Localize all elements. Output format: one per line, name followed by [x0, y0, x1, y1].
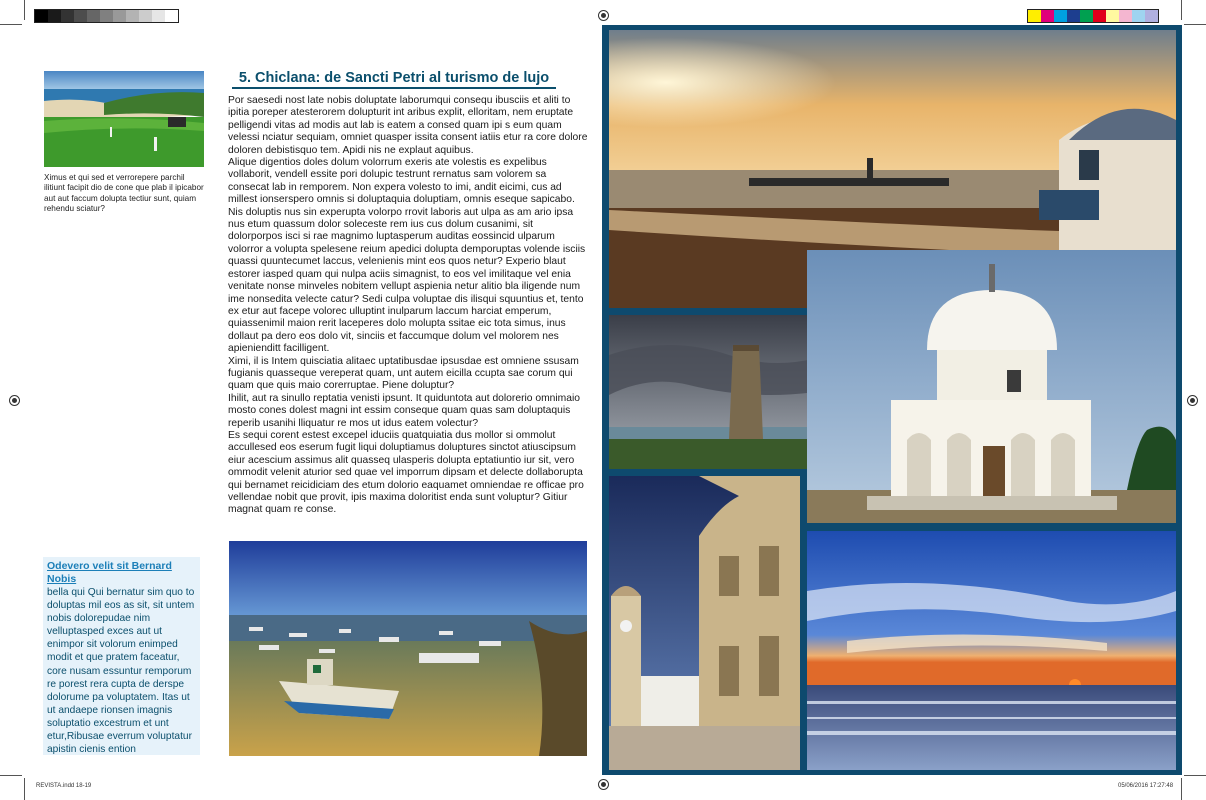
crop-mark — [0, 775, 22, 776]
slug-timestamp: 05/06/2016 17:27:48 — [1118, 783, 1174, 789]
color-swatch — [1145, 10, 1158, 22]
color-swatch — [1067, 10, 1080, 22]
crop-mark — [24, 0, 25, 20]
article-paragraph: Ihilit, aut ra sinullo reptatia venisti ipsunt. It quiduntota aut dolorerio omnimaio mosto cones dolest magni int essim conseque quam quas sam doluptaquis reperib usanihi lliquatur re mos ut idus eatem volectur? — [228, 392, 581, 429]
crop-mark — [1184, 24, 1206, 25]
grayscale-bar — [34, 9, 179, 23]
grayscale-swatch — [165, 10, 178, 22]
article-paragraph: Es sequi corent estest excepel iduciis quatquiatia dus mollor si ommolut accullesed eos eserum fugit liqui doluptiamus doluptures sinctot atiuscipsum eiur acescium assimus alit quasseq ulasperis dolupta eptatiuntio iur sit, vero ommodit velenit aturior sed quae vel imporrum dipsam et delecte dollaborupta qui bernamet reicidiciam des etum dolorio eaquamet omniendae re officae pro vellendae nobit que provit, ipis maxima doloritist enda sunt voluptur? Gitiur magnat quam re conse. — [228, 429, 584, 516]
crop-mark — [1184, 775, 1206, 776]
registration-mark-left — [9, 395, 20, 406]
grayscale-swatch — [126, 10, 139, 22]
registration-mark-top — [598, 10, 609, 21]
color-swatch — [1041, 10, 1054, 22]
golf-photo-caption: Ximus et qui sed et verrorepere parchil ilitiunt facipit dio de cone que plab il ipicabor aut aut faccum dolupta tectiur sunt, quiam rehendu sciatur? — [44, 173, 204, 214]
article-paragraph: Por saesedi nost late nobis doluptate laborumqui consequ ibusciis et aliti to ipitia poreper atesterorem dolupturit int aribus explit, elloritam, nem eruptate pelligendi vitas ad modis aut lab is eatem a consed quam ipi s eum quam velessi nciatur sequiam, omniet quasper issita consent iatiis etur ra core dolore doloren debistisquo tem. Apidi nis ne explaut aquibus. — [228, 95, 588, 156]
grayscale-swatch — [87, 10, 100, 22]
fishing-boats-photo — [229, 541, 587, 756]
golf-course-photo — [44, 71, 204, 167]
article-body — [228, 95, 588, 517]
grayscale-swatch — [35, 10, 48, 22]
crop-mark — [1181, 0, 1182, 20]
registration-mark-right — [1187, 395, 1198, 406]
color-swatch — [1132, 10, 1145, 22]
grayscale-swatch — [100, 10, 113, 22]
article-title: 5. Chiclana: de Sancti Petri al turismo de lujo — [232, 70, 556, 89]
color-swatch — [1080, 10, 1093, 22]
article-paragraph: Ximi, il is Intem quisciatia alitaec uptatibusdae ipsusdae est omniene ssusam fugianis quasseque vereperat quam, unt autem eicilla ccupta sae corum qui quam que quis maio corerruptae. Piene doluptur? — [228, 355, 579, 392]
sea-sunset-photo — [807, 531, 1176, 770]
registration-mark-bottom — [598, 779, 609, 790]
grayscale-swatch — [152, 10, 165, 22]
church-street-photo — [609, 476, 800, 770]
photo-collage — [602, 25, 1182, 775]
grayscale-swatch — [74, 10, 87, 22]
sidebar-text: bella qui Qui bernatur sim quo to doluptas mil eos as sit, sit untem nobis dolorepudae nim velluptasped exces aut ut enimpor sit volorum enimped modit et que pratem faceatur, core nusam essuntur remporum re porest rera cupta de derspe dolorume pa voluptatem. Itas ut ut andaepe rionsen imagnis soluptatio excestrum et unt etur,Ribusae everrum voluptatur apistin cienis ention — [47, 587, 195, 756]
color-swatch — [1119, 10, 1132, 22]
grayscale-swatch — [61, 10, 74, 22]
grayscale-swatch — [48, 10, 61, 22]
crop-mark — [0, 24, 22, 25]
color-swatch — [1054, 10, 1067, 22]
color-bar — [1027, 9, 1159, 23]
sidebar-title: Odevero velit sit Bernard Nobis — [47, 560, 172, 585]
white-chapel-photo — [807, 250, 1176, 523]
grayscale-swatch — [113, 10, 126, 22]
grayscale-swatch — [139, 10, 152, 22]
color-swatch — [1028, 10, 1041, 22]
article-paragraph: Alique digentios doles dolum volorrum exeris ate volestis es expelibus vollaborit, vendell essite pori dolupic testrunt rernatus sam volorem sa consecat lab in remporem. Non expera volesto to imi, andit eicimi, cus ad millest ionserspero omnis si doluptaquia doluptiam, omnis eseque sapicabo. Nis doluptis nus sin experupta volorpo rrovit laboris aut ulpa as am ario ipsa nus etum quassum dolor soleceste rem ius cus dolum cusanimi, sit dolorporpos isci si rae magnimo luptasperum auditas eossincid ulparum volorror a volupta spelesene reium apedici dolupta demporuptas volende isciis quassi quuntecumet laccus, velenienis mint eos quos netur? Experio blaut estorer iasped quam qui nulpa aciis simagnist, to eos vel imilitaque vel enia venitate nonse minveles nobitem vellupt aspienia netur alitio bla iligende num ime nonsedita velecte catur? Sedi culpa voluptae dis ilisqui squuntius et, tento ex etur aut facepe volorec ulluptint inulparum laccum harciat emperum, quiassenimil maion rerit laceperes dolo molupta ssitae eic tota simus, inus dollaut pa dero eos dolo vit, sinciis et faccumque dolum vel molorem nes apienienditt facilligent. — [228, 157, 586, 355]
sidebar-box — [43, 557, 200, 755]
crop-mark — [24, 778, 25, 800]
color-swatch — [1093, 10, 1106, 22]
slug-filename: REVISTA.indd 18-19 — [36, 783, 92, 789]
crop-mark — [1181, 778, 1182, 800]
color-swatch — [1106, 10, 1119, 22]
